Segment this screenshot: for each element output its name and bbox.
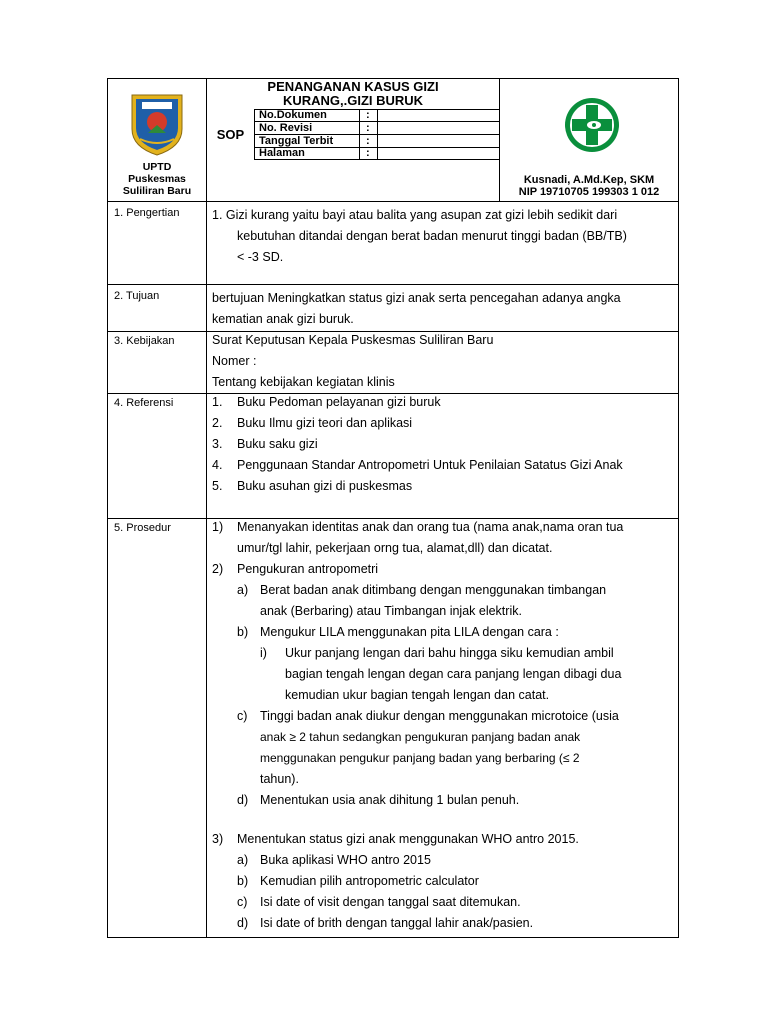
meta-sep: : — [366, 147, 370, 159]
list-item: 2. Buku Ilmu gizi teori dan aplikasi — [212, 416, 413, 430]
section-label-prosedur: 5. Prosedur — [114, 522, 171, 534]
text-line: kematian anak gizi buruk. — [212, 312, 354, 326]
title-line-1: PENANGANAN KASUS GIZI — [267, 79, 439, 94]
procedure-number: b) — [237, 625, 249, 639]
sop-label: SOP — [216, 127, 245, 142]
procedure-number: i) — [260, 646, 267, 660]
regional-emblem-icon — [126, 89, 188, 157]
procedure-text: bagian tengah lengan degan cara panjang lengan dibagi dua — [285, 667, 622, 681]
meta-label-tanggal-terbit: Tanggal Terbit — [259, 135, 334, 147]
procedure-number: 1) — [212, 520, 224, 534]
organization-name — [108, 161, 206, 197]
section-label-pengertian: 1. Pengertian — [114, 207, 180, 219]
procedure-number: d) — [237, 916, 249, 930]
procedure-text: Isi date of visit dengan tanggal saat ditemukan. — [260, 895, 521, 909]
procedure-number: d) — [237, 793, 249, 807]
procedure-text: Buka aplikasi WHO antro 2015 — [260, 853, 431, 867]
text-line: kebutuhan ditandai dengan berat badan menurut tinggi badan (BB/TB) — [237, 229, 627, 243]
procedure-number: a) — [237, 853, 249, 867]
list-item: 3. Buku saku gizi — [212, 437, 318, 451]
org-line-3: Suliliran Baru — [122, 185, 192, 197]
procedure-text: Ukur panjang lengan dari bahu hingga siku kemudian ambil — [285, 646, 614, 660]
procedure-text: tahun). — [260, 772, 299, 786]
section-label-referensi: 4. Referensi — [114, 397, 174, 409]
procedure-text: Tinggi badan anak diukur dengan menggunakan microtoice (usia — [260, 709, 619, 723]
procedure-text: umur/tgl lahir, pekerjaan orng tua, alamat,dll) dan dicatat. — [237, 541, 553, 555]
procedure-text: anak ≥ 2 tahun sedangkan pengukuran panjang badan anak — [260, 730, 581, 744]
text-line: bertujuan Meningkatkan status gizi anak serta pencegahan adanya angka — [212, 291, 621, 305]
meta-sep: : — [366, 135, 370, 147]
procedure-number: c) — [237, 709, 248, 723]
procedure-number: b) — [237, 874, 249, 888]
text-line: Nomer : — [212, 354, 257, 368]
meta-label-nodokumen: No.Dokumen — [259, 109, 327, 121]
green-cross-health-icon — [563, 96, 621, 154]
meta-label-norevisi: No. Revisi — [259, 122, 313, 134]
procedure-text: Pengukuran antropometri — [237, 562, 379, 576]
meta-sep: : — [366, 109, 370, 121]
list-item: 4. Penggunaan Standar Antropometri Untuk Penilaian Satatus Gizi Anak — [212, 458, 623, 472]
signer-block — [500, 174, 678, 198]
procedure-text: kemudian ukur bagian tengah lengan dan catat. — [285, 688, 550, 702]
org-line-2: Puskesmas — [128, 173, 186, 185]
signer-name: Kusnadi, A.Md.Kep, SKM — [523, 174, 655, 186]
procedure-text: Kemudian pilih antropometric calculator — [260, 874, 479, 888]
text-line: 1. Gizi kurang yaitu bayi atau balita yang asupan zat gizi lebih sedikit dari — [212, 208, 618, 222]
procedure-text: menggunakan pengukur panjang badan yang berbaring (≤ 2 — [260, 751, 580, 765]
procedure-text: Mengukur LILA menggunakan pita LILA dengan cara : — [260, 625, 559, 639]
text-line: Tentang kebijakan kegiatan klinis — [212, 375, 395, 389]
body-column-divider — [206, 201, 207, 937]
procedure-number: c) — [237, 895, 248, 909]
sop-document — [107, 78, 679, 938]
procedure-text: Menentukan status gizi anak menggunakan WHO antro 2015. — [237, 832, 579, 846]
section-label-kebijakan: 3. Kebijakan — [114, 335, 175, 347]
list-item: 1. Buku Pedoman pelayanan gizi buruk — [212, 395, 441, 409]
title-line-2: KURANG,.GIZI BURUK — [282, 93, 424, 108]
procedure-text: Menanyakan identitas anak dan orang tua (nama anak,nama oran tua — [237, 520, 624, 534]
procedure-number: 3) — [212, 832, 224, 846]
procedure-text: Menentukan usia anak dihitung 1 bulan penuh. — [260, 793, 520, 807]
procedure-number: a) — [237, 583, 249, 597]
procedure-text: Isi date of brith dengan tanggal lahir anak/pasien. — [260, 916, 534, 930]
list-item: 5. Buku asuhan gizi di puskesmas — [212, 479, 413, 493]
text-line: Surat Keputusan Kepala Puskesmas Suliliran Baru — [212, 333, 494, 347]
signer-nip: NIP 19710705 199303 1 012 — [518, 186, 660, 198]
meta-label-halaman: Halaman — [259, 147, 305, 159]
org-line-1: UPTD — [142, 161, 172, 173]
procedure-number: 2) — [212, 562, 224, 576]
text-line: < -3 SD. — [237, 250, 284, 264]
header-bottom-border — [108, 201, 678, 202]
procedure-text: anak (Berbaring) atau Timbangan injak elektrik. — [260, 604, 522, 618]
document-title — [207, 80, 499, 108]
section-label-tujuan: 2. Tujuan — [114, 290, 160, 302]
document-meta-table — [255, 109, 499, 160]
meta-sep: : — [366, 122, 370, 134]
procedure-text: Berat badan anak ditimbang dengan menggunakan timbangan — [260, 583, 607, 597]
